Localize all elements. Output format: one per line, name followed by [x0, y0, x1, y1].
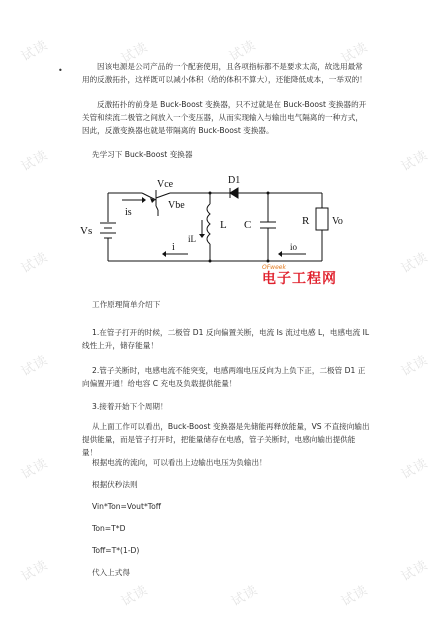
watermark: 试读 — [19, 147, 51, 175]
formula-3: Toff=T*(1-D) — [92, 546, 140, 555]
watermark: 试读 — [399, 147, 431, 175]
watermark: 试读 — [399, 352, 431, 380]
label-c: C — [244, 219, 252, 231]
watermark: 试读 — [19, 455, 51, 483]
substitute-text: 代入上式得 — [92, 568, 130, 577]
label-l: L — [220, 219, 227, 231]
volt-second-rule: 根据伏秒法则 — [92, 480, 138, 489]
step-2: 2.管子关断时，电感电流不能突变，电感两端电压反向为上负下正，二极管 D1 正向偏置开通！给电容 C 充电及负载提供能量！ — [82, 366, 366, 388]
current-direction-text: 根据电流的流向，可以看出上边输出电压为负输出！ — [92, 458, 267, 467]
label-io: io — [290, 242, 298, 252]
watermark: 试读 — [19, 557, 51, 585]
watermark: 试读 — [19, 249, 51, 277]
watermark: 试读 — [339, 582, 371, 610]
watermark: 试读 — [399, 249, 431, 277]
watermark: 试读 — [119, 582, 151, 610]
label-is: is — [125, 207, 132, 218]
step-1: 1.在管子打开的时候，二极管 D1 反向偏置关断，电流 Is 流过电感 L，电感电流 IL 线性上升，储存能量！ — [82, 328, 370, 350]
watermark: 试读 — [399, 557, 431, 585]
label-vce: Vce — [157, 179, 174, 190]
summary-paragraph: 从上面工作可以看出，Buck-Boost 变换器是先储能再释放能量，VS 不直接向输出提供能量，而是管子打开时，把能量储存在电感，管子关断时，电感向输出提供能量！ — [82, 422, 370, 457]
brand-logo-small: OFweek — [262, 264, 286, 271]
brand-logo-large: 电子工程网 — [262, 271, 337, 287]
watermark: 试读 — [19, 37, 51, 65]
label-vs: Vs — [80, 225, 93, 237]
watermark: 试读 — [227, 37, 259, 65]
paragraph-intro: 因该电源是公司产品的一个配套使用，且各项指标都不是要求太高，故选用最常用的反激拓扑，这样既可以减小体积（给的体积不算大），还能降低成本，一举双的！ — [82, 62, 367, 84]
label-r: R — [302, 215, 310, 227]
label-vo: Vo — [332, 216, 343, 227]
label-vbe: Vbe — [168, 200, 185, 211]
formula-1: Vin*Ton=Vout*Toff — [92, 502, 161, 511]
watermark: 试读 — [339, 39, 371, 67]
bullet-dot: • — [58, 66, 63, 75]
watermark: 试读 — [229, 582, 261, 610]
label-i: i — [172, 242, 175, 253]
watermark: 试读 — [119, 39, 151, 67]
label-il: iL — [188, 234, 196, 244]
label-d1: D1 — [228, 175, 241, 186]
paragraph-learn: 先学习下 Buck-Boost 变换器 — [92, 150, 193, 159]
watermark: 试读 — [399, 455, 431, 483]
step-3: 3.接着开始下个周期！ — [92, 402, 168, 411]
paragraph-flyback: 反激拓扑的前身是 Buck-Boost 变换器，只不过就是在 Buck-Boost 变换器的开关管和续流二极管之间放入一个变压器，从而实现输入与输出电气隔离的一种方式，因此，反激变换器也就是带隔离的 Buck-Boost 变换器。 — [82, 100, 367, 135]
formula-2: Ton=T*D — [92, 524, 126, 533]
section-title-principle: 工作原理简单介绍下 — [92, 300, 161, 309]
watermark: 试读 — [19, 352, 51, 380]
